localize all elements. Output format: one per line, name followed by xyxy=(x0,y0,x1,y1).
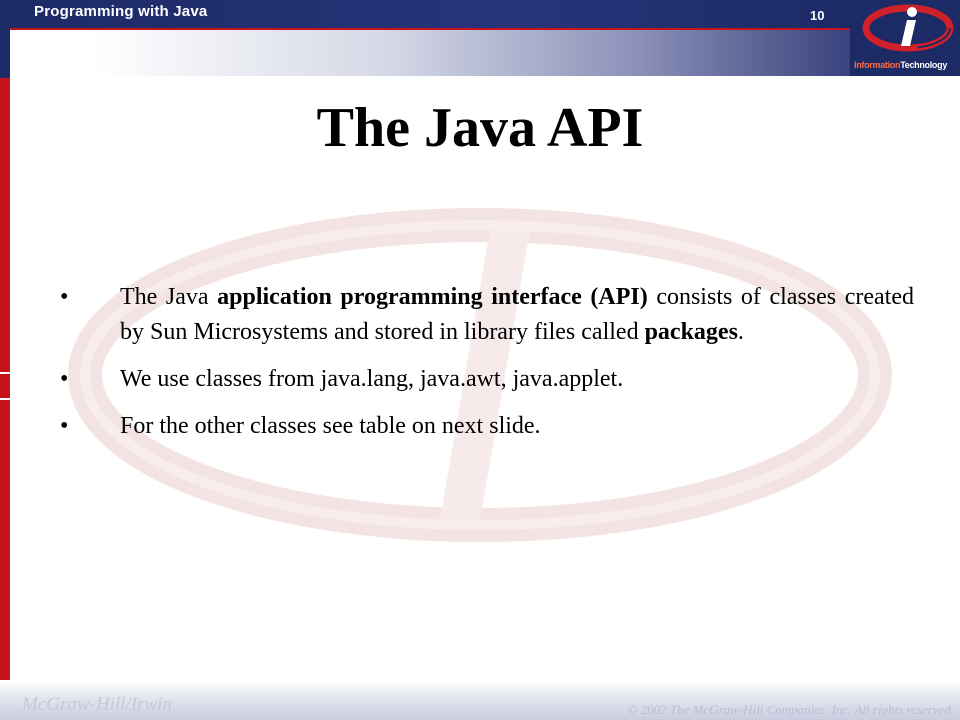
bullet-bold-text: application programming interface (API) xyxy=(217,284,648,310)
course-title: Programming with Java xyxy=(34,3,208,20)
bullet-marker: • xyxy=(60,284,69,310)
logo-swoosh-icon xyxy=(850,0,960,58)
bullet-list xyxy=(60,280,914,456)
bullet-marker: • xyxy=(60,366,69,392)
left-bar-top xyxy=(0,0,10,78)
footer-band xyxy=(0,680,960,720)
bullet-text: The Java xyxy=(120,284,218,310)
header-divider xyxy=(10,28,850,30)
bullet-bold-text: packages xyxy=(644,319,738,345)
bullet-text: . xyxy=(737,319,744,345)
bullet-text: consists of classes created by Sun Microsystems and stored in library files called xyxy=(120,284,914,345)
header-band xyxy=(10,0,850,76)
information-technology-logo xyxy=(850,0,960,76)
logo-wordmark: InformationTechnology xyxy=(854,60,948,70)
page-number: 10 xyxy=(810,8,825,23)
bullet-text: We use classes from java.lang, java.awt, java.applet. xyxy=(120,366,624,392)
copyright-notice: © 2002 The McGraw-Hill Companies, Inc. All rights reserved. xyxy=(627,702,954,717)
bullet-item xyxy=(60,362,914,397)
slide-title: The Java API xyxy=(316,97,644,159)
publisher-label: McGraw-Hill/Irwin xyxy=(22,694,172,715)
bullet-marker: • xyxy=(60,413,69,439)
bullet-item xyxy=(60,280,914,350)
bullet-text: For the other classes see table on next slide. xyxy=(120,413,541,439)
left-bar-notch xyxy=(0,398,10,400)
bullet-item xyxy=(60,409,914,444)
left-bar-notch xyxy=(0,372,10,374)
